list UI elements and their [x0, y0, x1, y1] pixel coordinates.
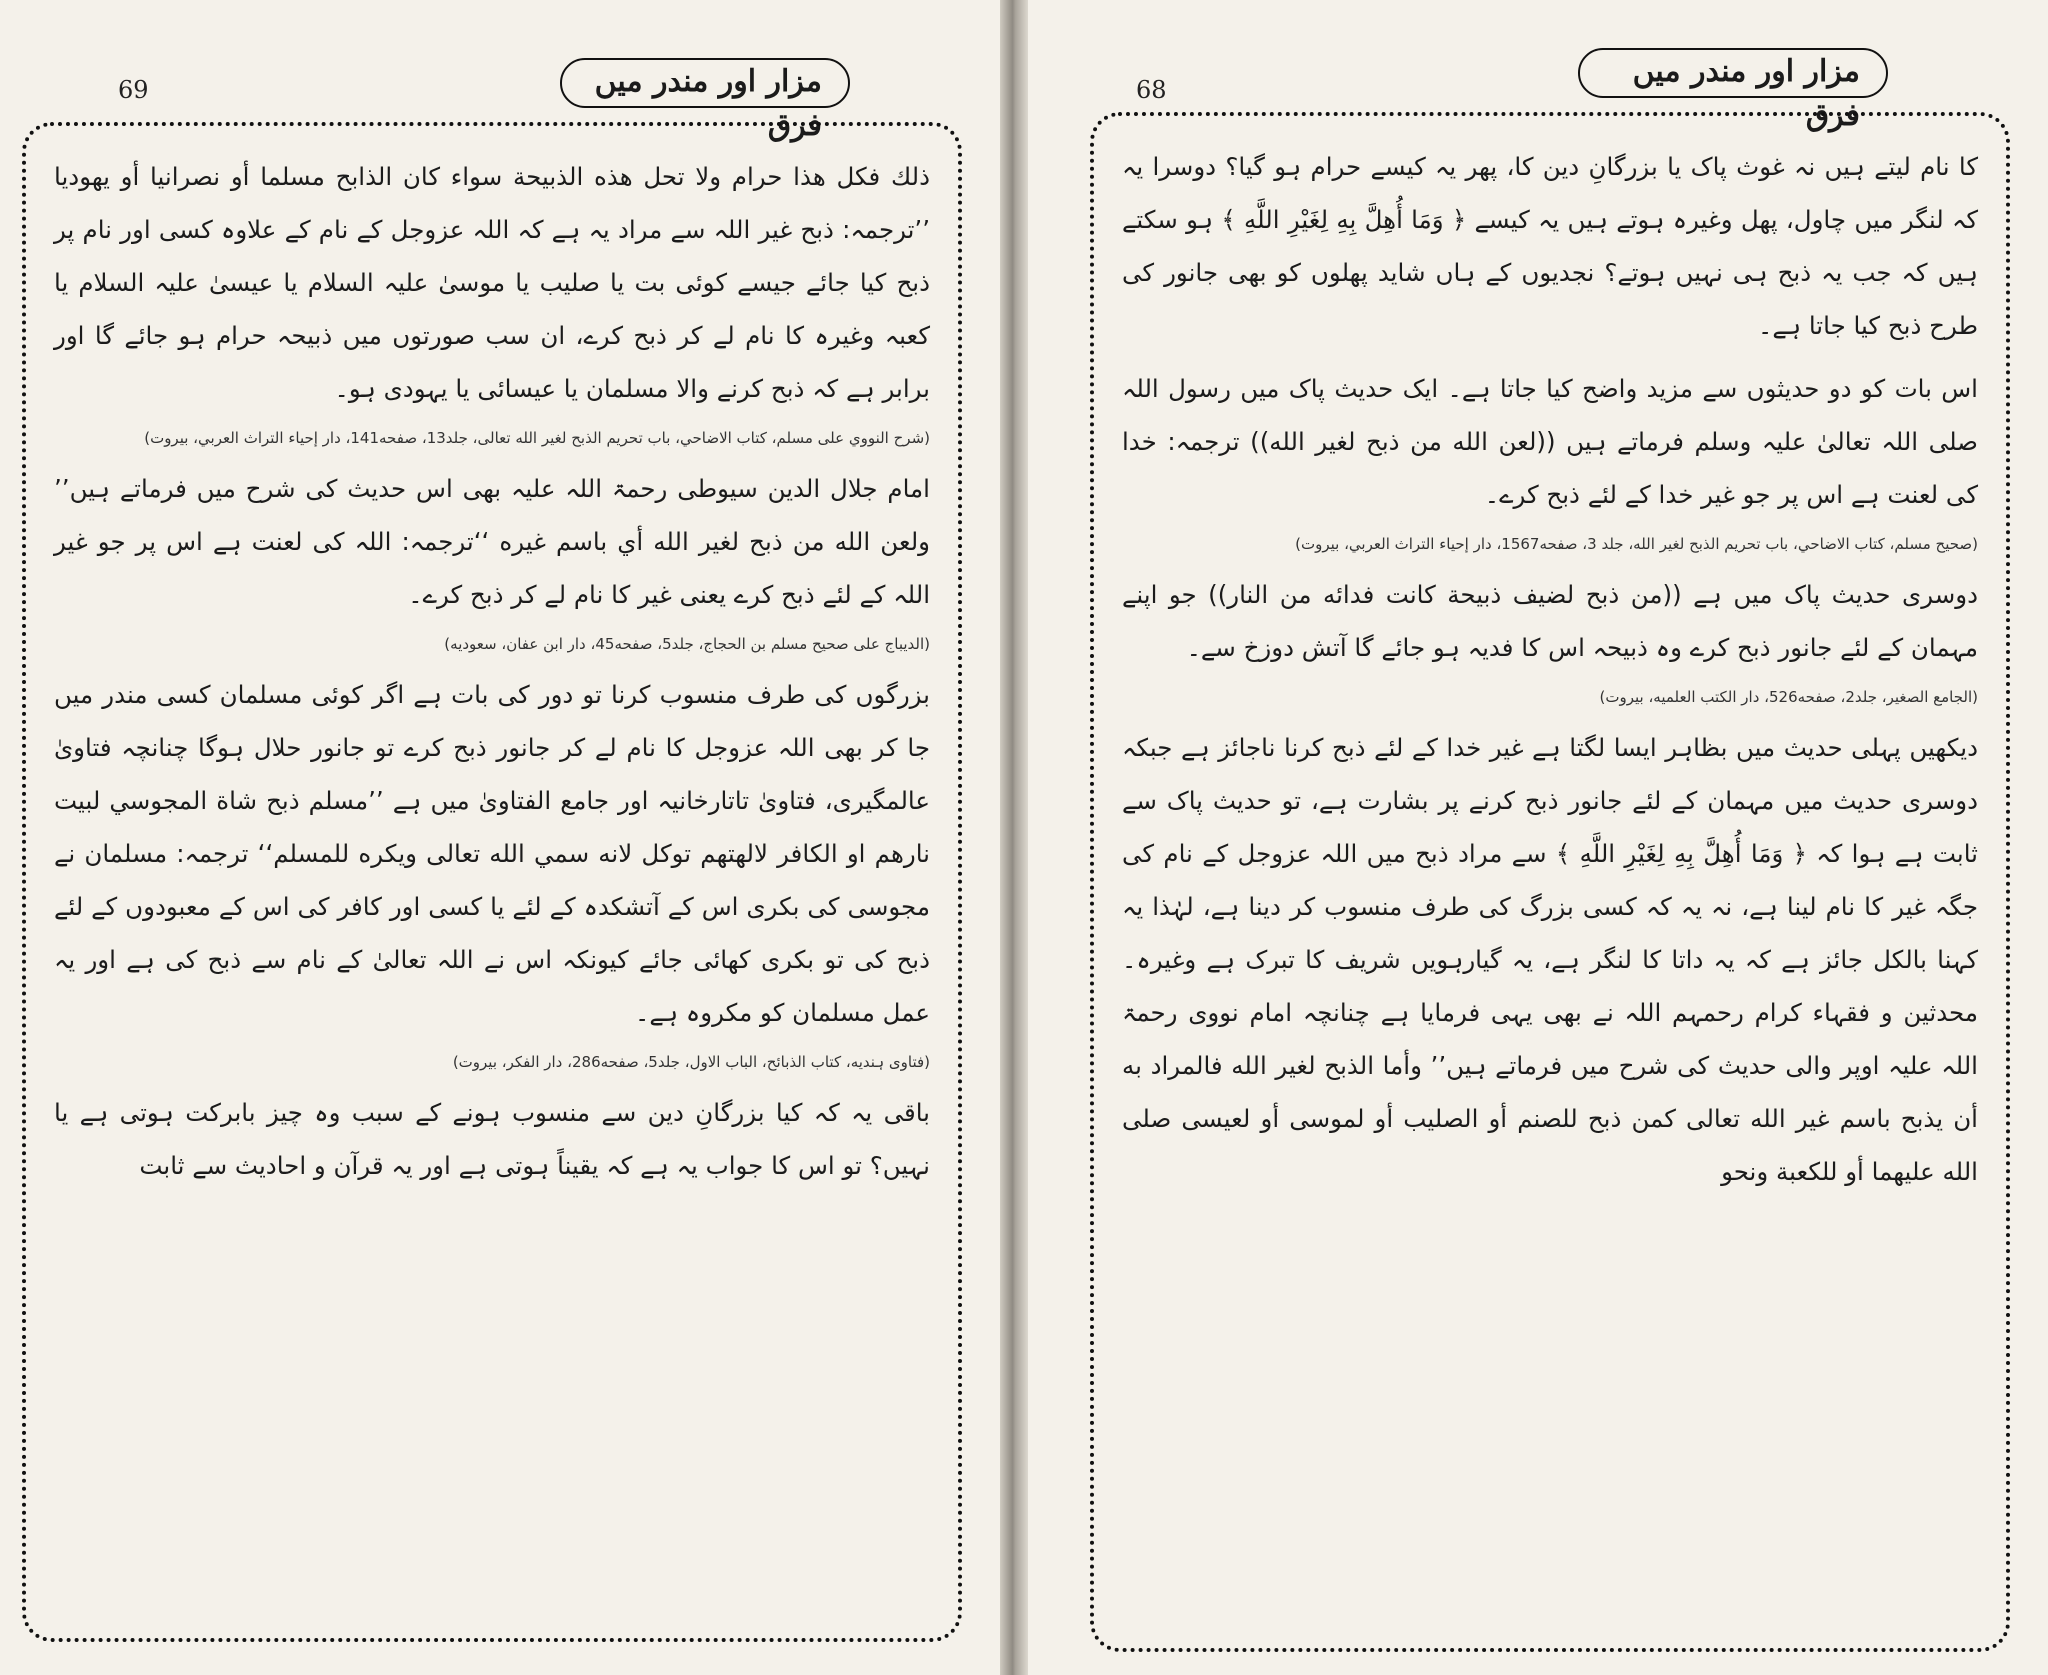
left-page: [0, 0, 1000, 1675]
right-page: [1028, 0, 2048, 1675]
body-paragraph: دوسری حدیث پاک میں ہے ((من ذبح لضيف ذبيحة كانت فدائه من النار)) جو اپنے مہمان کے لئے جانور ذبح کرے وہ ذبیحہ اس کا فدیہ ہو جائے گا آتش دوزخ سے۔: [1122, 580, 1978, 662]
right-page-number: 68: [1136, 76, 1167, 104]
body-paragraph: دیکھیں پہلی حدیث میں بظاہر ایسا لگتا ہے غیر خدا کے لئے ذبح کرنا ناجائز ہے جبکہ دوسری حدیث میں مہمان کے لئے جانور ذبح کرنے پر بشارت ہے، تو حدیث پاک سے ثابت ہے ہوا کہ ﴿ وَمَا أُهِلَّ بِهِ لِغَيْرِ اللَّهِ ﴾ سے مراد ذبح میں اللہ عزوجل کے نام کی جگہ غیر کا نام لینا ہے، نہ یہ کہ کسی بزرگ کی طرف منسوب کر دینا ہے، لہٰذا یہ کہنا بالکل جائز ہے کہ یہ داتا کا لنگر ہے، یہ گیارہویں شریف کا تبرک ہے وغیرہ۔ محدثین و فقہاء کرام رحمہم اللہ نے بھی یہی فرمایا ہے چنانچہ امام نووی رحمۃ اللہ علیہ اوپر والی حدیث کی شرح میں فرماتے ہیں’’ وأما الذبح لغير الله فالمراد به أن يذبح باسم غير الله تعالى كمن ذبح للصنم أو الصليب أو لموسى أو لعيسى صلى الله عليهما أو للكعبة ونحو: [1122, 733, 1978, 1186]
reference-citation: (صحيح مسلم، كتاب الاضاحي، باب تحريم الذبح لغير الله، جلد 3، صفحه1567، دار إحياء التراث العربي، بيروت): [1295, 535, 1978, 553]
left-running-title: مزار اور مندر میں فرق: [560, 58, 850, 108]
reference-citation: (الجامع الصغير، جلد2، صفحه526، دار الكتب العلميه، بيروت): [1599, 688, 1978, 706]
body-paragraph: بزرگوں کی طرف منسوب کرنا تو دور کی بات ہے اگر کوئی مسلمان کسی مندر میں جا کر بھی اللہ عزوجل کا نام لے کر جانور ذبح کرے تو جانور حلال ہوگا چنانچہ فتاویٰ عالمگیری، فتاویٰ تاتارخانیہ اور جامع الفتاویٰ میں ہے ’’مسلم ذبح شاة المجوسي لبيت نارهم او الكافر لالهتهم توكل لانه سمي الله تعالى ويكره للمسلم‘‘ ترجمہ: مسلمان نے مجوسی کی بکری اس کے آتشکدہ کے لئے یا کسی اور کافر کی اس کے معبودوں کے لئے ذبح کی تو بکری کھائی جائے کیونکہ اس نے اللہ تعالیٰ کے نام سے ذبح کی ہے اور یہ عمل مسلمان کو مکروہ ہے۔: [54, 680, 930, 1027]
left-text-frame: [22, 122, 962, 1642]
body-paragraph: اس بات کو دو حدیثوں سے مزید واضح کیا جاتا ہے۔ ایک حدیث پاک میں رسول اللہ صلی اللہ تعالیٰ علیہ وسلم فرماتے ہیں ((لعن الله من ذبح لغير الله)) ترجمہ: خدا کی لعنت ہے اس پر جو غیر خدا کے لئے ذبح کرے۔: [1122, 374, 1978, 509]
reference-citation: (شرح النووي على مسلم، كتاب الاضاحي، باب تحريم الذبح لغير الله تعالى، جلد13، صفحه141، دار إحياء التراث العربي، بيروت): [144, 429, 930, 447]
right-text-frame: [1090, 112, 2010, 1652]
reference-citation: (الديباج على صحيح مسلم بن الحجاج، جلد5، صفحه45، دار ابن عفان، سعوديه): [444, 635, 930, 653]
body-paragraph: کا نام لیتے ہیں نہ غوث پاک یا بزرگانِ دین کا، پھر یہ کیسے حرام ہو گیا؟ دوسرا یہ کہ لنگر میں چاول، پھل وغیرہ ہوتے ہیں یہ کیسے ﴿ وَمَا أُهِلَّ بِهِ لِغَيْرِ اللَّهِ ﴾ ہو سکتے ہیں کہ جب یہ ذبح ہی نہیں ہوتے؟ نجدیوں کے ہاں شاید پھلوں کو بھی جانور کی طرح ذبح کیا جاتا ہے۔: [1122, 152, 1978, 340]
body-paragraph: ذلك فكل هذا حرام ولا تحل هذه الذبيحة سواء كان الذابح مسلما أو نصرانيا أو يهوديا ’’ترجمہ: ذبح غیر اللہ سے مراد یہ ہے کہ اللہ عزوجل کے نام کے علاوہ کسی اور نام پر ذبح کیا جائے جیسے کوئی بت یا صلیب یا موسیٰ علیہ السلام یا عیسیٰ علیہ السلام یا کعبہ وغیرہ کا نام لے کر ذبح کرے، ان سب صورتوں میں ذبیحہ حرام ہو جائے گا اور برابر ہے کہ ذبح کرنے والا مسلمان یا عیسائی یا یہودی ہو۔: [54, 162, 930, 403]
reference-citation: (فتاوى ہنديه، كتاب الذبائح، الباب الاول، جلد5، صفحه286، دار الفكر، بيروت): [452, 1053, 930, 1071]
right-running-title: مزار اور مندر میں فرق: [1578, 48, 1888, 98]
book-gutter: [1000, 0, 1028, 1675]
body-paragraph: باقی یہ کہ کیا بزرگانِ دین سے منسوب ہونے کے سبب وہ چیز بابرکت ہوتی ہے یا نہیں؟ تو اس کا جواب یہ ہے کہ یقیناً ہوتی ہے اور یہ قرآن و احادیث سے ثابت: [54, 1098, 930, 1180]
left-page-number: 69: [118, 76, 149, 104]
body-paragraph: امام جلال الدین سیوطی رحمۃ اللہ علیہ بھی اس حدیث کی شرح میں فرماتے ہیں’’ ولعن الله من ذبح لغير الله أي باسم غيره ‘‘ترجمہ: اللہ کی لعنت ہے اس پر جو غیر اللہ کے لئے ذبح کرے یعنی غیر کا نام لے کر ذبح کرے۔: [54, 474, 930, 609]
